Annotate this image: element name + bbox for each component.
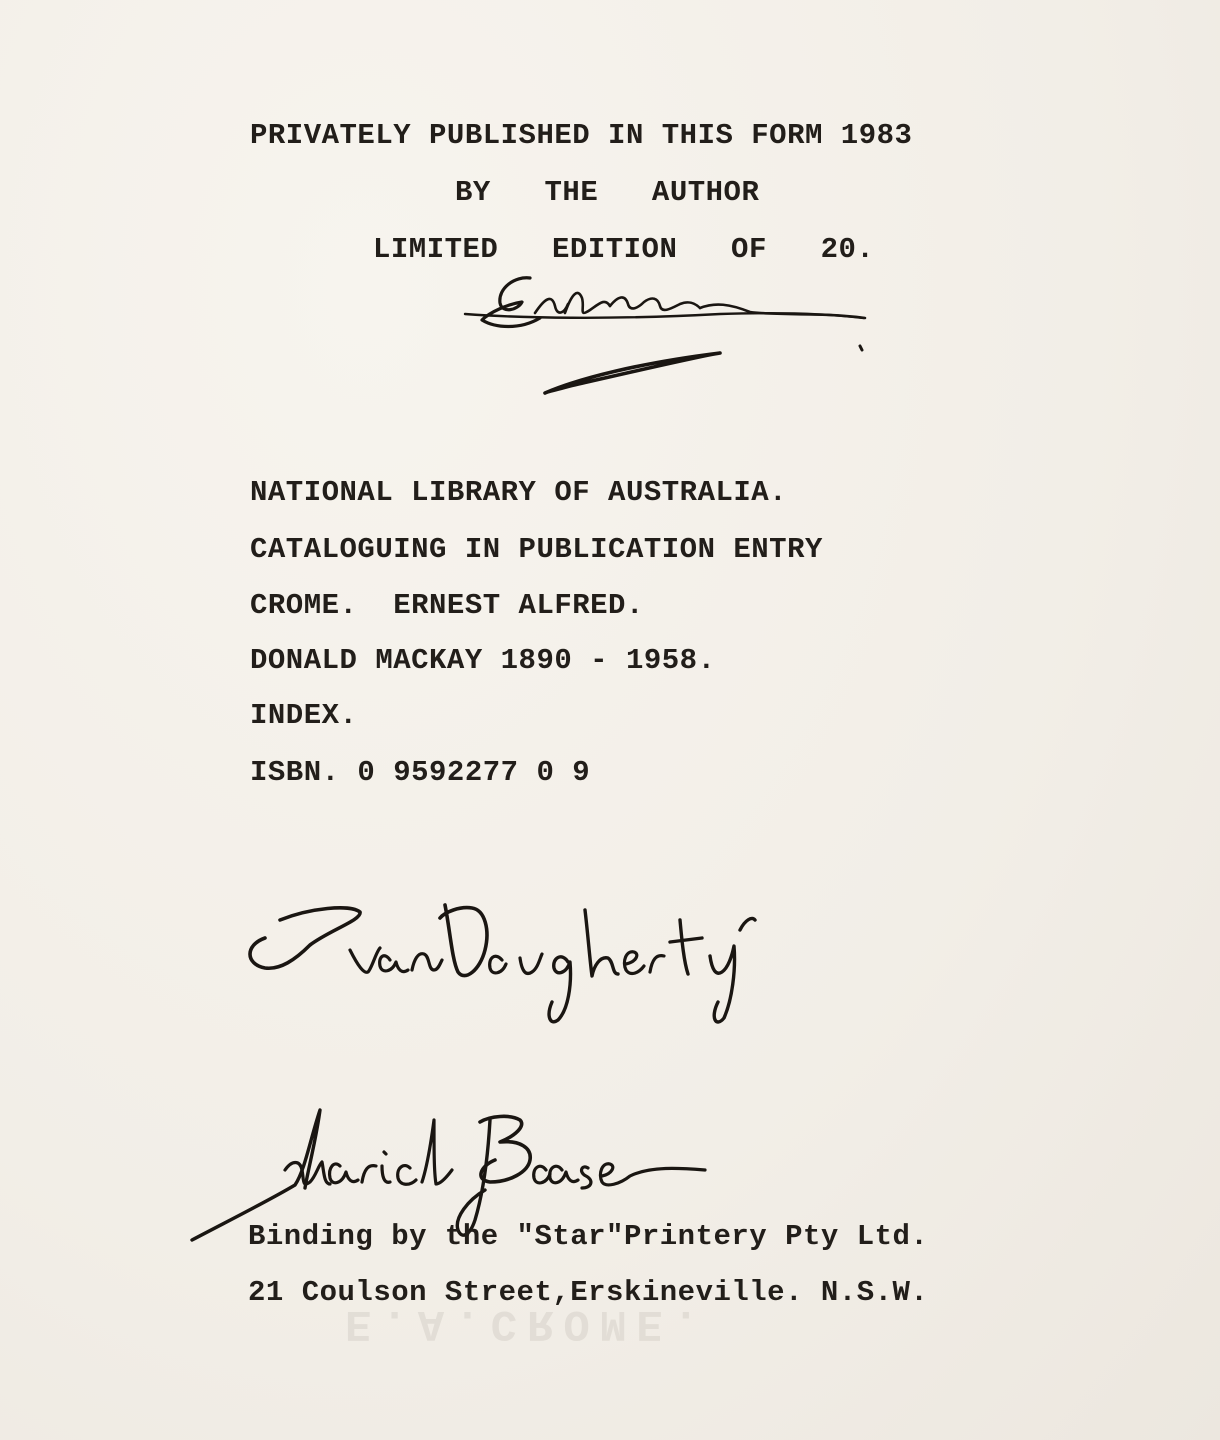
colophon-line-3: LIMITED EDITION OF 20.	[373, 233, 875, 266]
catalogue-line-4: DONALD MACKAY 1890 - 1958.	[250, 644, 716, 677]
binding-line-1: Binding by the "Star"Printery Pty Ltd.	[248, 1220, 929, 1253]
catalogue-line-1: NATIONAL LIBRARY OF AUSTRALIA.	[250, 476, 788, 509]
author-signature	[460, 258, 880, 408]
catalogue-line-6: ISBN. 0 9592277 0 9	[250, 756, 591, 789]
binding-line-2: 21 Coulson Street,Erskineville. N.S.W.	[248, 1276, 929, 1309]
author-signature-svg	[460, 258, 880, 408]
catalogue-line-5: INDEX.	[250, 699, 358, 732]
show-through-text: E.A.CROME.	[345, 1298, 710, 1348]
second-signature	[240, 890, 770, 1030]
catalogue-line-2: CATALOGUING IN PUBLICATION ENTRY	[250, 533, 823, 566]
colophon-line-1: PRIVATELY PUBLISHED IN THIS FORM 1983	[250, 119, 913, 152]
catalogue-line-3: CROME. ERNEST ALFRED.	[250, 589, 644, 622]
second-signature-svg	[240, 890, 770, 1030]
colophon-line-2: BY THE AUTHOR	[455, 176, 760, 209]
